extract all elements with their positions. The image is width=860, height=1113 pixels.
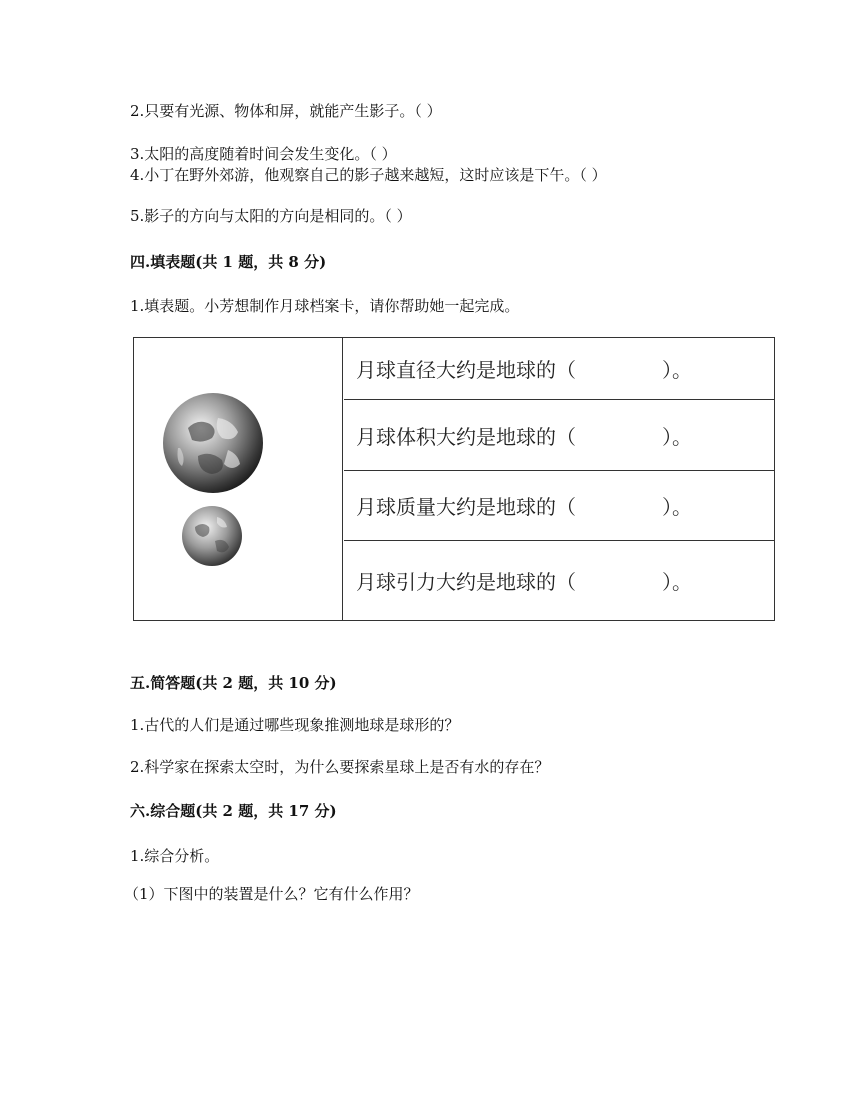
- table-row: [344, 400, 774, 471]
- table-row: [344, 541, 774, 620]
- earth-icon: [158, 388, 268, 498]
- table-row: [344, 338, 774, 400]
- section-6-question-1: 1.综合分析。: [130, 847, 220, 865]
- row-prefix: 月球引力大约是地球的（: [356, 570, 576, 594]
- row-suffix: ）。: [662, 358, 692, 382]
- moon-icon: [179, 503, 245, 569]
- image-cell: [134, 338, 343, 620]
- section-4-question-1: 1.填表题。小芳想制作月球档案卡，请你帮助她一起完成。: [130, 297, 520, 315]
- row-suffix: ）。: [662, 495, 692, 519]
- section-5-question-1: 1.古代的人们是通过哪些现象推测地球是球形的？: [130, 716, 460, 734]
- question-2: 2.只要有光源、物体和屏，就能产生影子。（ ）: [130, 102, 442, 120]
- question-3: 3.太阳的高度随着时间会发生变化。（ ）: [130, 145, 397, 163]
- question-4: 4.小丁在野外郊游，他观察自己的影子越来越短，这时应该是下午。（ ）: [130, 166, 607, 184]
- section-6-question-1-sub-1: （1）下图中的装置是什么？它有什么作用？: [124, 885, 419, 903]
- row-prefix: 月球直径大约是地球的（: [356, 358, 576, 382]
- row-prefix: 月球质量大约是地球的（: [356, 495, 576, 519]
- section-5-question-2: 2.科学家在探索太空时，为什么要探索星球上是否有水的存在？: [130, 758, 550, 776]
- section-5-heading: 五.简答题(共 2 题，共 10 分): [130, 674, 337, 692]
- question-5: 5.影子的方向与太阳的方向是相同的。（ ）: [130, 207, 412, 225]
- row-prefix: 月球体积大约是地球的（: [356, 424, 576, 449]
- section-4-heading: 四.填表题(共 1 题，共 8 分): [130, 253, 327, 271]
- row-suffix: ）。: [662, 570, 692, 594]
- section-6-heading: 六.综合题(共 2 题，共 17 分): [130, 802, 337, 820]
- table-row: [344, 471, 774, 541]
- moon-profile-table: [133, 337, 775, 621]
- row-suffix: ）。: [662, 424, 692, 449]
